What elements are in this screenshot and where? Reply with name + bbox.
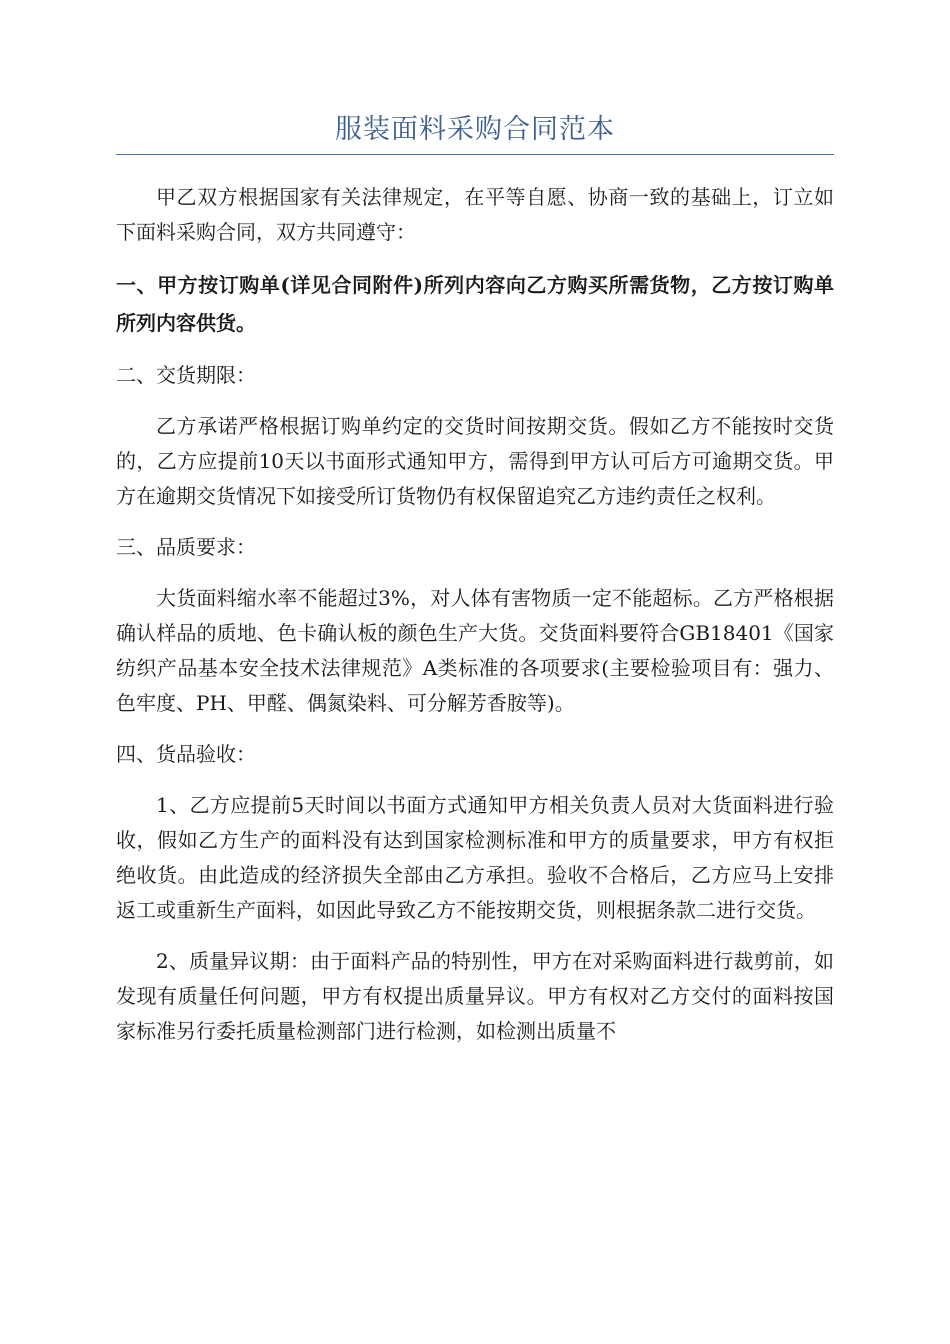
document-title: 服装面料采购合同范本 bbox=[335, 114, 615, 145]
section-2-body: 乙方承诺严格根据订购单约定的交货时间按期交货。假如乙方不能按时交货的，乙方应提前10天以书面形式通知甲方，需得到甲方认可后方可逾期交货。甲方在逾期交货情况下如接受所订货物仍有权保留追究乙方违约责任之权利。 bbox=[116, 414, 834, 508]
title-underline bbox=[116, 154, 834, 155]
section-2-heading: 二、交货期限： bbox=[116, 363, 256, 387]
section-4-item-1: 1、乙方应提前5天时间以书面方式通知甲方相关负责人员对大货面料进行验收，假如乙方生产的面料没有达到国家检测标准和甲方的质量要求，甲方有权拒绝收货。由此造成的经济损失全部由乙方承担。验收不合格后，乙方应马上安排返工或重新生产面料，如因此导致乙方不能按期交货，则根据条款二进行交货。 bbox=[116, 793, 834, 922]
intro-paragraph: 甲乙双方根据国家有关法律规定，在平等自愿、协商一致的基础上，订立如下面料采购合同，双方共同遵守： bbox=[116, 185, 834, 244]
section-4-item-2: 2、质量异议期：由于面料产品的特别性，甲方在对采购面料进行裁剪前，如发现有质量任何问题，甲方有权提出质量异议。甲方有权对乙方交付的面料按国家标准另行委托质量检测部门进行检测，如检测出质量不 bbox=[116, 949, 834, 1043]
document-body bbox=[116, 180, 834, 1049]
section-3-heading: 三、品质要求： bbox=[116, 535, 256, 559]
section-3-body: 大货面料缩水率不能超过3%，对人体有害物质一定不能超标。乙方严格根据确认样品的质地、色卡确认板的颜色生产大货。交货面料要符合GB18401《国家纺织产品基本安全技术法律规范》A类标准的各项要求(主要检验项目有：强力、色牢度、PH、甲醛、偶氮染料、可分解芳香胺等)。 bbox=[116, 586, 834, 715]
section-4-heading: 四、货品验收： bbox=[116, 742, 256, 766]
section-1-clause: 一、甲方按订购单(详见合同附件)所列内容向乙方购买所需货物，乙方按订购单所列内容供货。 bbox=[116, 273, 834, 335]
